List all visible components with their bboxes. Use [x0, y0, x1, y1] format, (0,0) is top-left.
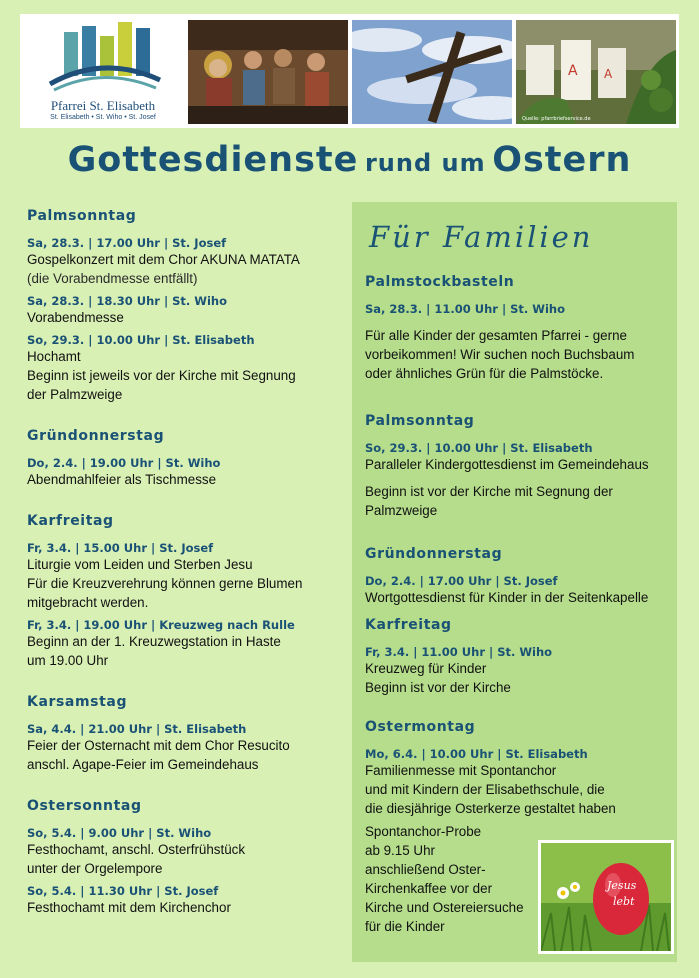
event-text: Spontanchor-Probe	[365, 824, 482, 839]
event-meta: Mo, 6.4. | 10.00 Uhr | St. Elisabeth	[365, 747, 588, 761]
easter-candles-image	[516, 20, 676, 124]
event-meta: Do, 2.4. | 17.00 Uhr | St. Josef	[365, 574, 558, 588]
event-meta: Sa, 4.4. | 21.00 Uhr | St. Elisabeth	[27, 722, 247, 736]
event-meta: Sa, 28.3. | 17.00 Uhr | St. Josef	[27, 236, 227, 250]
section-heading-gruendonnerstag: Gründonnerstag	[27, 428, 165, 444]
event-meta: Do, 2.4. | 19.00 Uhr | St. Wiho	[27, 456, 221, 470]
event-text: ab 9.15 Uhr	[365, 843, 435, 858]
header-banner	[20, 14, 679, 128]
logo-subtitle: St. Elisabeth • St. Wiho • St. Josef	[50, 114, 156, 121]
event-meta: So, 29.3. | 10.00 Uhr | St. Elisabeth	[365, 441, 593, 455]
event-meta: Sa, 28.3. | 18.30 Uhr | St. Wiho	[27, 294, 228, 308]
egg-text: Jesus	[607, 879, 637, 892]
event-meta: Fr, 3.4. | 15.00 Uhr | St. Josef	[27, 541, 214, 555]
svg-text:A: A	[604, 67, 613, 81]
event-meta: Fr, 3.4. | 19.00 Uhr | Kreuzweg nach Rulle	[27, 618, 295, 632]
family-title: Für Familien	[369, 220, 594, 254]
event-text: oder ähnliches Grün für die Palmstöcke.	[365, 366, 604, 381]
easter-egg-image	[538, 840, 674, 954]
section-heading-karfreitag-family: Karfreitag	[365, 617, 452, 633]
parish-logo-icon	[20, 14, 186, 98]
photo-credit: Quelle: pfarrbriefservice.de	[522, 116, 591, 122]
event-text: Festhochamt, anschl. Osterfrühstück	[27, 842, 246, 857]
event-text: die diesjährige Osterkerze gestaltet haben	[365, 801, 616, 816]
event-text: Beginn ist jeweils vor der Kirche mit Segnung	[27, 368, 296, 383]
logo-name: Pfarrei St. Elisabeth	[50, 98, 156, 113]
event-text: Beginn ist vor der Kirche	[365, 680, 511, 695]
section-heading-palmsonntag-family: Palmsonntag	[365, 413, 475, 429]
section-heading-palmsonntag: Palmsonntag	[27, 208, 137, 224]
event-text: Hochamt	[27, 349, 81, 364]
event-text: der Palmzweige	[27, 387, 123, 402]
event-text: mitgebracht werden.	[27, 595, 149, 610]
section-heading-karfreitag: Karfreitag	[27, 513, 114, 529]
event-text: Wortgottesdienst für Kinder in der Seitenkapelle	[365, 590, 649, 605]
event-text: Kirchenkaffee vor der	[365, 881, 493, 896]
event-text: Gospelkonzert mit dem Chor AKUNA MATATA	[27, 252, 300, 267]
section-heading-ostermontag: Ostermontag	[365, 719, 476, 735]
section-heading-ostersonntag: Ostersonntag	[27, 798, 142, 814]
last-supper-image	[188, 20, 348, 124]
section-heading-gruendonnerstag-family: Gründonnerstag	[365, 546, 503, 562]
event-text: anschließend Oster-	[365, 862, 486, 877]
event-text: für die Kinder	[365, 919, 445, 934]
section-heading-palmstockbasteln: Palmstockbasteln	[365, 274, 515, 290]
event-text: Kreuzweg für Kinder	[365, 661, 487, 676]
section-heading-karsamstag: Karsamstag	[27, 694, 128, 710]
event-text: Vorabendmesse	[27, 310, 124, 325]
event-text: vorbeikommen! Wir suchen noch Buchsbaum	[365, 347, 635, 362]
svg-text:A: A	[568, 63, 578, 79]
event-text: unter der Orgelempore	[27, 861, 163, 876]
event-text: Kirche und Ostereiersuche	[365, 900, 524, 915]
event-text: Feier der Osternacht mit dem Chor Resucito	[27, 738, 290, 753]
event-text: Beginn ist vor der Kirche mit Segnung der	[365, 484, 613, 499]
event-text: Liturgie vom Leiden und Sterben Jesu	[27, 557, 253, 572]
event-text: um 19.00 Uhr	[27, 653, 109, 668]
event-text: und mit Kindern der Elisabethschule, die	[365, 782, 605, 797]
page-title: Gottesdienste rund um Ostern	[67, 140, 632, 180]
event-text: anschl. Agape-Feier im Gemeindehaus	[27, 757, 259, 772]
event-text: Für alle Kinder der gesamten Pfarrei - gerne	[365, 328, 627, 343]
event-text: Palmzweige	[365, 503, 438, 518]
event-note: (die Vorabendmesse entfällt)	[27, 271, 198, 286]
event-text: Paralleler Kindergottesdienst im Gemeindehaus	[365, 457, 649, 472]
egg-text: lebt	[613, 895, 635, 908]
parish-logo	[20, 14, 186, 128]
event-text: Abendmahlfeier als Tischmesse	[27, 472, 217, 487]
event-text: Familienmesse mit Spontanchor	[365, 763, 557, 778]
event-meta: So, 5.4. | 11.30 Uhr | St. Josef	[27, 884, 219, 898]
event-meta: Sa, 28.3. | 11.00 Uhr | St. Wiho	[365, 302, 566, 316]
event-meta: Fr, 3.4. | 11.00 Uhr | St. Wiho	[365, 645, 553, 659]
event-meta: So, 5.4. | 9.00 Uhr | St. Wiho	[27, 826, 212, 840]
services-column	[27, 208, 345, 917]
cross-sky-image	[352, 20, 512, 124]
event-text: Für die Kreuzverehrung können gerne Blumen	[27, 576, 303, 591]
event-text: Festhochamt mit dem Kirchenchor	[27, 900, 231, 915]
event-meta: So, 29.3. | 10.00 Uhr | St. Elisabeth	[27, 333, 255, 347]
event-text: Beginn an der 1. Kreuzwegstation in Haste	[27, 634, 281, 649]
